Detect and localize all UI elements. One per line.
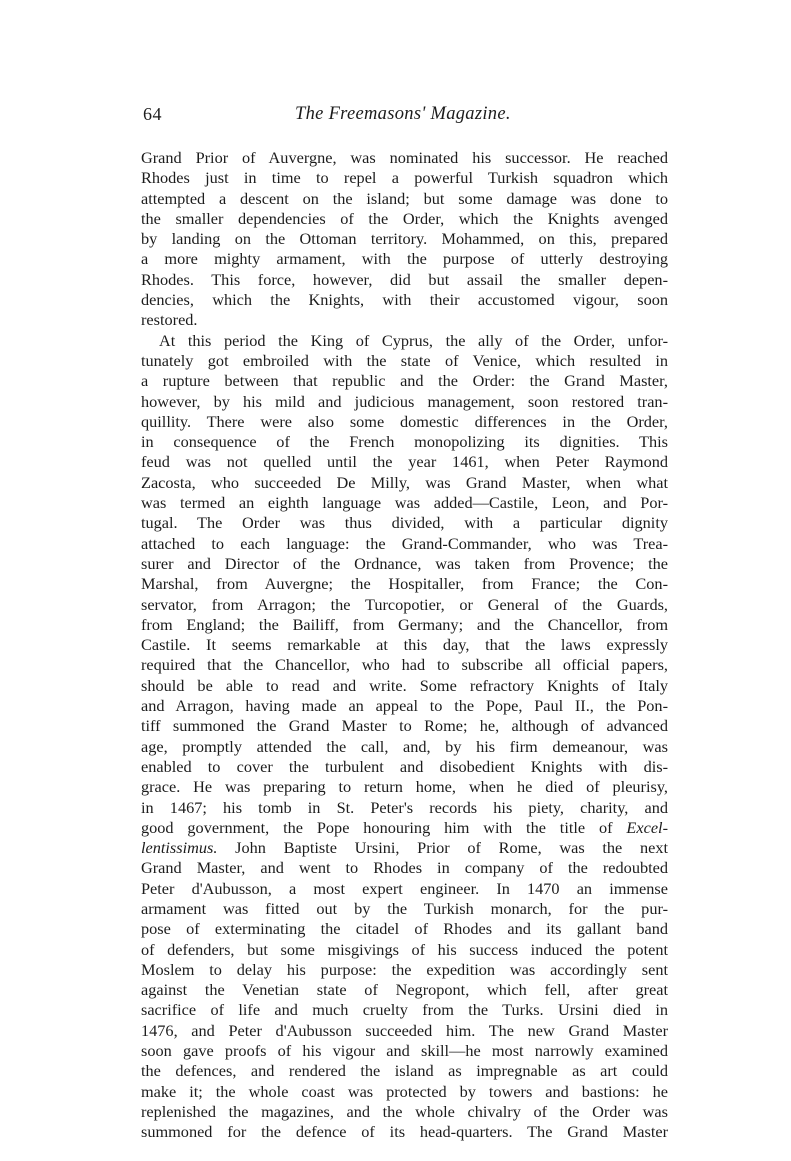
text-line [141, 452, 668, 472]
text-line [141, 737, 668, 757]
text-line [141, 615, 668, 635]
text-line [141, 249, 668, 269]
text-line [141, 1082, 668, 1102]
text-line [141, 351, 668, 371]
text-line [141, 696, 668, 716]
line-text: tiff summoned the Grand Master to Rome; he, although of advanced [141, 716, 668, 736]
line-text: by landing on the Ottoman territory. Mohammed, on this, prepared [141, 229, 668, 249]
text-line [141, 798, 668, 818]
line-text: replenished the magazines, and the whole chivalry of the Order was [141, 1101, 668, 1121]
line-text: Castile. It seems remarkable at this day, that the laws expressly [141, 635, 668, 655]
line-text: Peter d'Aubusson, a most expert engineer. In 1470 an immense [141, 878, 668, 898]
text-line [141, 960, 668, 980]
line-text: Moslem to delay his purpose: the expedition was accordingly sent [141, 959, 668, 979]
line-text: tunately got embroiled with the state of Venice, which resulted in [141, 350, 668, 370]
text-line [141, 412, 668, 432]
line-text: grace. He was preparing to return home, when he died of pleurisy, [141, 777, 668, 797]
text-line [141, 676, 668, 696]
text-line [141, 513, 668, 533]
line-text: summoned for the defence of its head-quarters. The Grand Master [141, 1122, 668, 1142]
line-text: restored. [141, 310, 198, 330]
text-line [141, 331, 668, 351]
running-head [143, 104, 668, 130]
text-line [141, 1000, 668, 1020]
text-line [141, 655, 668, 675]
line-text: John Baptiste Ursini, Prior of Rome, was the next [235, 838, 668, 858]
line-text: Rhodes just in time to repel a powerful Turkish squadron which [141, 168, 668, 188]
text-line [141, 1041, 668, 1061]
line-text: pose of exterminating the citadel of Rhodes and its gallant band [141, 919, 668, 939]
line-text: of defenders, but some misgivings of his success induced the potent [141, 939, 668, 959]
line-text: servator, from Arragon; the Turcopotier, or General of the Guards, [141, 594, 668, 614]
text-line [141, 716, 668, 736]
text-line [141, 1061, 668, 1081]
line-text: a more mighty armament, with the purpose of utterly destroying [141, 249, 668, 269]
text-line [141, 919, 668, 939]
text-line [141, 290, 668, 310]
text-line [141, 534, 668, 554]
line-text: the smaller dependencies of the Order, which the Knights avenged [141, 208, 668, 228]
text-line [141, 980, 668, 1000]
line-text: 1476, and Peter d'Aubusson succeeded him. The new Grand Master [141, 1020, 668, 1040]
italic-phrase: lentissimus. [141, 838, 218, 858]
text-line [141, 1122, 668, 1142]
line-text: against the Venetian state of Negropont, which fell, after great [141, 980, 668, 1000]
line-text: armament was fitted out by the Turkish monarch, for the pur- [141, 898, 668, 918]
text-line [141, 148, 668, 168]
line-text: however, by his mild and judicious management, soon restored tran- [141, 391, 668, 411]
text-line [141, 371, 668, 391]
article-body [141, 148, 668, 1143]
text-line [141, 818, 668, 838]
line-text: and Arragon, having made an appeal to the Pope, Paul II., the Pon- [141, 696, 668, 716]
text-line [141, 493, 668, 513]
line-text: Marshal, from Auvergne; the Hospitaller, from France; the Con- [141, 574, 668, 594]
line-text: enabled to cover the turbulent and disobedient Knights with dis- [141, 756, 668, 776]
line-text: was termed an eighth language was added—Castile, Leon, and Por- [141, 493, 668, 513]
line-text: attempted a descent on the island; but some damage was done to [141, 188, 668, 208]
line-text: from England; the Bailiff, from Germany; and the Chancellor, from [141, 614, 668, 634]
text-line [141, 392, 668, 412]
text-line [141, 1102, 668, 1122]
text-line [141, 1021, 668, 1041]
line-text: surer and Director of the Ordnance, was taken from Provence; the [141, 553, 668, 573]
text-line [141, 595, 668, 615]
line-text: the defences, and rendered the island as impregnable as art could [141, 1061, 668, 1081]
text-line [141, 777, 668, 797]
text-line [141, 310, 668, 330]
journal-title: The Freemasons' Magazine. [295, 104, 511, 124]
text-line [141, 757, 668, 777]
line-text: make it; the whole coast was protected by towers and bastions: he [141, 1081, 668, 1101]
line-text: a rupture between that republic and the Order: the Grand Master, [141, 371, 668, 391]
text-line [141, 209, 668, 229]
line-text: in 1467; his tomb in St. Peter's records his piety, charity, and [141, 797, 668, 817]
text-line [141, 879, 668, 899]
line-text: attached to each language: the Grand-Commander, who was Trea- [141, 533, 668, 553]
text-line [141, 229, 668, 249]
line-text: good government, the Pope honouring him with the title of [141, 817, 613, 837]
text-line [141, 554, 668, 574]
line-text: soon gave proofs of his vigour and skill—he most narrowly examined [141, 1041, 668, 1061]
text-line [141, 940, 668, 960]
line-text: dencies, which the Knights, with their accustomed vigour, soon [141, 290, 668, 310]
line-text: Grand Prior of Auvergne, was nominated his successor. He reached [141, 148, 668, 167]
line-text: Zacosta, who succeeded De Milly, was Grand Master, when what [141, 472, 668, 492]
text-line [141, 189, 668, 209]
text-line [141, 858, 668, 878]
text-line [141, 899, 668, 919]
line-text: should be able to read and write. Some refractory Knights of Italy [141, 675, 668, 695]
text-line [141, 838, 668, 858]
line-text: At this period the King of Cyprus, the ally of the Order, unfor- [159, 330, 668, 350]
line-text: Rhodes. This force, however, did but assail the smaller depen- [141, 269, 668, 289]
line-text: age, promptly attended the call, and, by his firm demeanour, was [141, 736, 668, 756]
text-line [141, 574, 668, 594]
line-text: Grand Master, and went to Rhodes in company of the redoubted [141, 858, 668, 878]
text-line [141, 635, 668, 655]
text-line [141, 168, 668, 188]
line-text: quillity. There were also some domestic differences in the Order, [141, 411, 668, 431]
page-number: 64 [143, 104, 162, 124]
line-text: tugal. The Order was thus divided, with a particular dignity [141, 513, 668, 533]
italic-phrase: Excel- [626, 817, 668, 837]
line-text: required that the Chancellor, who had to subscribe all official papers, [141, 655, 668, 675]
line-text: in consequence of the French monopolizing its dignities. This [141, 432, 668, 452]
text-line [141, 432, 668, 452]
line-text: sacrifice of life and much cruelty from the Turks. Ursini died in [141, 1000, 668, 1020]
text-line [141, 473, 668, 493]
text-line [141, 270, 668, 290]
line-text: feud was not quelled until the year 1461, when Peter Raymond [141, 452, 668, 472]
